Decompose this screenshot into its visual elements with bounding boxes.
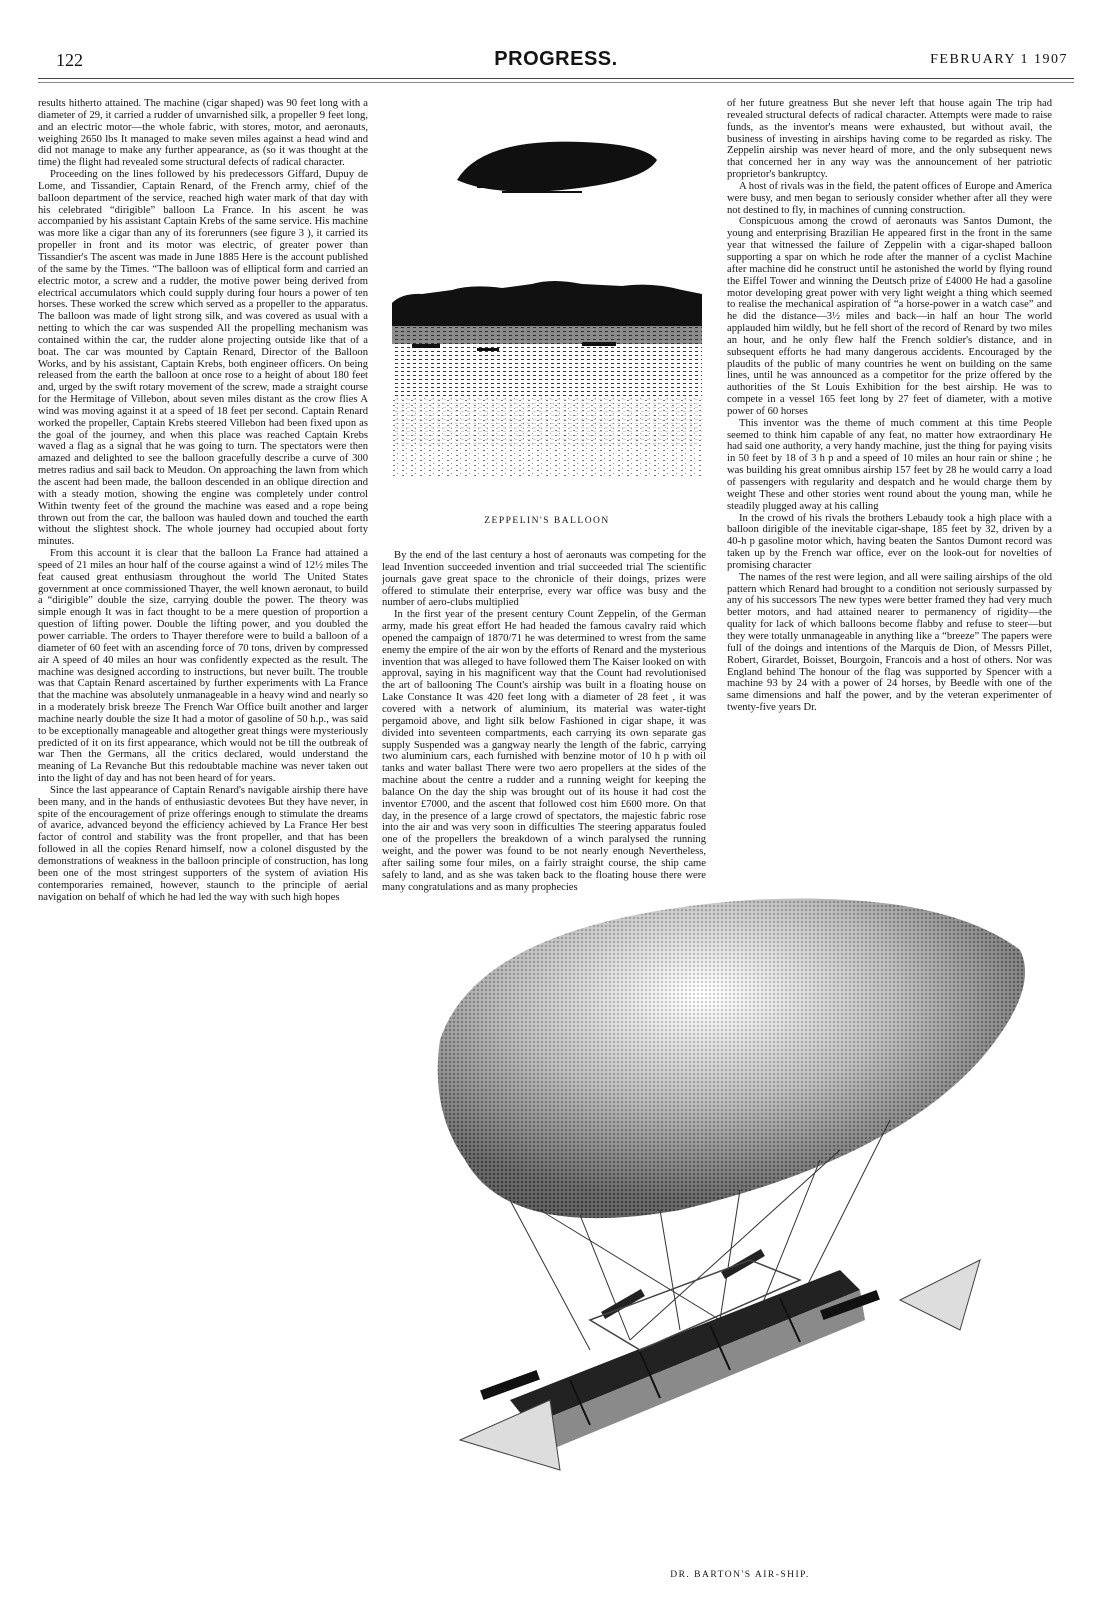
- paragraph: In the crowd of his rivals the brothers Lebaudy took a high place with a balloon dirigible of the inevitable cigar-shape, 185 feet by 32, driven by a 40-h p gasoline motor which, having beaten the Santos Dumont record was taken up by the French war office, ever on the look-out for novelties of promising character: [727, 512, 1052, 571]
- page-number: 122: [56, 50, 83, 70]
- barton-airship-illustration: [420, 880, 1040, 1560]
- article-column-right: [727, 98, 1052, 714]
- header-rule-thin: [38, 82, 1074, 83]
- article-column-left: [38, 98, 368, 903]
- paragraph: This inventor was the theme of much comment at this time People seemed to think him capable of any feat, no matter how extraordinary He had said one authority, a very handy machine, just the thing for paying visits in 50 feet by 18 of 3 h p and a speed of 10 miles an hour rain or shine ; he was building his great omnibus airship 157 feet by 28 he would carry a load of passengers with regularity and despatch and he would charge them by weight These and other stories went round about the young man, while he steadily plugged away at his calling: [727, 417, 1052, 512]
- paragraph: The names of the rest were legion, and all were sailing airships of the old pattern which Renard had brought to a condition not seriously surpassed by any of his successors The new types were better framed they had very much better motors, and had attained nearer to permanency of rigidity—the quality for lack of which balloons become flabby and refuse to steer—but they were totally unmanageable in anything like a “breeze” The papers were full of the doings and intentions of the Marquis de Dion, of Messrs Pillet, Robert, Girardet, Boisset, Bourgoin, Francois and a host of others. Nor was England behind The honour of the flag was supported by Spencer with a machine 93 by 24 with a power of 24 horses, by Beedle with one of the same dimensions and half the power, and by the veteran experimenter of twenty-five years Dr.: [727, 571, 1052, 714]
- issue-date: FEBRUARY 1 1907: [930, 52, 1068, 67]
- zeppelin-balloon-photo: [382, 98, 712, 533]
- zeppelin-photo-graphic: [382, 98, 712, 508]
- paragraph: By the end of the last century a host of aeronauts was competing for the lead Invention succeeded invention and trial succeeded trial The scientific journals gave great space to the chronicle of their doings, prizes were offered to stimulate their enterprise, every war office was busy and the number of aero-clubs multiplied: [382, 550, 706, 609]
- barton-airship-graphic: [420, 880, 1040, 1560]
- magazine-title: PROGRESS.: [494, 48, 618, 70]
- paragraph: Conspicuous among the crowd of aeronauts was Santos Dumont, the young and enterprising Brazilian He appeared first in the front in the same year that witnessed the failure of Zeppelin with a cigar-shaped balloon supporting a spar on which he rode after the manner of a cyclist Machine after machine did he construct until he astonished the world by flying round the Eiffel Tower and winning the Deutsch prize of £4000 He had a gasoline motor developing great power with very light weight a thing which seemed to realise the mechanical aspiration of “a horse-power in a watch case” and he did the distance—3½ miles and back—in half an hour The world applauded him wildly, but he fell short of the record of Renard by two miles an hour, and he only flew half the French soldier's distance, and in subsequent efforts he had many dangerous accidents. Encouraged by the plaudits of the public of many countries he went on building on the same lines, until he was announced as a competitor for the prize offered by the authorities of the St Louis Exhibition for the best airship. He was to compete in a vessel 165 feet long by 27 feet of diameter, with a motive power of 60 horses: [727, 216, 1052, 417]
- paragraph: Since the last appearance of Captain Renard's navigable airship there have been many, and in the hands of enthusiastic devotees But they have never, in spite of the encouragement of prize offerings enough to stimulate the dreams of avarice, advanced beyond the efficiency achieved by La France Her best factor of control and stability was the front propeller, and that has been followed in all the copies Renard himself, now a colonel disgusted by the demonstrations of weakness in the balloon principle of construction, has long been one of the most stringest supporters of the system of aviation His contemporaries remained, however, staunch to the principle of aerial navigation on behalf of which he had led the way with such high hopes: [38, 784, 368, 903]
- page-header: [38, 48, 1074, 78]
- paragraph: results hitherto attained. The machine (cigar shaped) was 90 feet long with a diameter of 29, it carried a rudder of unvarnished silk, a propeller 9 feet long, and an electric motor—the whole fabric, with stores, motor, and aeronauts, weighing 2650 lbs It managed to make seven miles against a head wind and did not manage to make any further appearance, as (so it was thought at the time) the flight had revealed some structural defects of radical character.: [38, 98, 368, 169]
- article-column-middle: [382, 550, 706, 893]
- paragraph: Proceeding on the lines followed by his predecessors Giffard, Dupuy de Lome, and Tissandier, Captain Renard, of the French army, chief of the balloon department of the service, reached high water mark of that day with his celebrated “dirigible” balloon La France. In his ascent he was accompanied by his assistant Captain Krebs of the same service. His machine was more like a cigar than any of its forerunners (see figure 3 ), it carried its propeller in front and its motor was electric, of greater power than Tissandier's The ascent was made in June 1885 Here is the account published of the same by the Times. “The balloon was of elliptical form and carried an electric motor, a screw and a rudder, the motive power being derived from electrical accumulators which could supply during four hours a power of ten horses. These worked the screw which served as a propeller to the apparatus. The balloon was made of light strong silk, and was covered as usual with a netting to which the car was suspended All the propelling mechanism was contained within the car, the rudder alone projecting outside like that of a boat. The car was mounted by Captain Renard, Director of the Balloon Works, and by his assistant, Captain Krebs, both engineer officers. On being released from the earth the balloon at once rose to a height of about 180 feet and, urged by the swift rotary movement of the screw, made a straight course for the Hermitage of Villebon, about seven miles distant as the crow flies A wind was moving against it at a speed of 18 feet per second. Captain Renard worked the propeller, Captain Krebs steered Villebon had been fixed upon as the goal of the journey, and when this place was reached Captain Krebs waved a flag as a signal that he was going to turn. The spectators were then amazed and delighted to see the balloon gracefully describe a curve of 300 metres radius and sail back to Meudon. On approaching the lawn from which the ascent had been made, the balloon descended in an oblique direction and with a steady motion, showing the engine was completely under control Within twenty feet of the ground the machine was eased and a rope being thrown out from the car, the balloon was hauled down and touched the earth without the slightest shock. The whole journey had occupied about forty minutes.: [38, 169, 368, 548]
- paragraph: From this account it is clear that the balloon La France had attained a speed of 21 miles an hour half of the course against a wind of 12½ miles The feat caused great enthusiasm throughout the world The United States government at once commissioned Thayer, the well known aeronaut, to build a “dirigible” double the size, carrying double the power. The theory was simple enough It was in fact thought to be a mere question of proportion a question of lifting power. Double the lifting power, and you doubled the power carriable. The orders to Thayer therefore were to build a balloon of a diameter of 60 feet with an ascending force of 70 tons, driven by compressed air A speed of 40 miles an hour was confidently expected as the result. The machine was designed according to instructions, but never built. The trouble was that Captain Renard ascertained by further experiments with La France that the machine was absolutely unmanageable in a heavy wind and nearly so in a moderately brisk breeze The French War Office built another and larger machine nearly double the size It had a motor of gasoline of 50 h.p., was said to be exceptionally manageable and altogether great things were mysteriously predicted of it on its first appearance, which would not be till the outbreak of war Then the Germans, all the critics declared, would understand the meaning of La Revanche But this redoubtable machine was never taken out into the light of day and has not been heard of for years.: [38, 548, 368, 785]
- paragraph: A host of rivals was in the field, the patent offices of Europe and America were busy, and men began to seriously consider whether after all they were not destined to fly, in machines of cunning construction.: [727, 180, 1052, 216]
- paragraph: In the first year of the present century Count Zeppelin, of the German army, made his great effort He had headed the famous cavalry raid which opened the campaign of 1870/71 he was determined to wrest from the same enemy the empire of the air won by the efforts of Renard and the mysterious invention that was alleged to have followed them The Kaiser looked on with approval, saying in his magnificent way that the Count had revolutionised the art of ballooning The Count's airship was built in a floating house on Lake Constance It was 420 feet long with a diameter of 28 feet , it was covered with a network of aluminium, its material was water-tight pergamoid above, and light silk below Fashioned in cigar shape, it was divided into seventeen compartments, each carrying its own separate gas supply Suspended was a gangway nearly the length of the fabric, carrying two aluminium cars, each furnished with benzine motor of 10 h p with oil tanks and water ballast There were two aero propellers at the sides of the machine about the centre a rudder and a running weight for keeping the balance On the day the ship was brought out of its house it had cost the inventor £7000, and the ascent that followed cost him £600 more. On that day, in the presence of a large crowd of spectators, the majestic fabric rose into the air and was very soon in difficulties The steering apparatus fouled one of the propellers the breakdown of a winch paralysed the running weight, and the power was found to be not nearly enough Nevertheless, after sailing some four miles, on a fairly straight course, the ship came safely to land, and as she was taken back to the floating house there were many congratulations and as many prophecies: [382, 609, 707, 893]
- barton-caption: DR. BARTON'S AIR-SHIP.: [670, 1570, 810, 1580]
- paragraph: of her future greatness But she never left that house again The trip had revealed structural defects of radical character. Attempts were made to raise funds, as the inventor's means were exhausted, but without avail, the business of investing in airships having come to be regarded as risky. The Zeppelin airship was never heard of more, and the only subsequent news that concerned her in any way was the announcement of her patriotic proprietor's bankruptcy.: [727, 98, 1052, 181]
- header-rule: [38, 78, 1074, 79]
- zeppelin-caption: ZEPPELIN'S BALLOON: [484, 516, 610, 526]
